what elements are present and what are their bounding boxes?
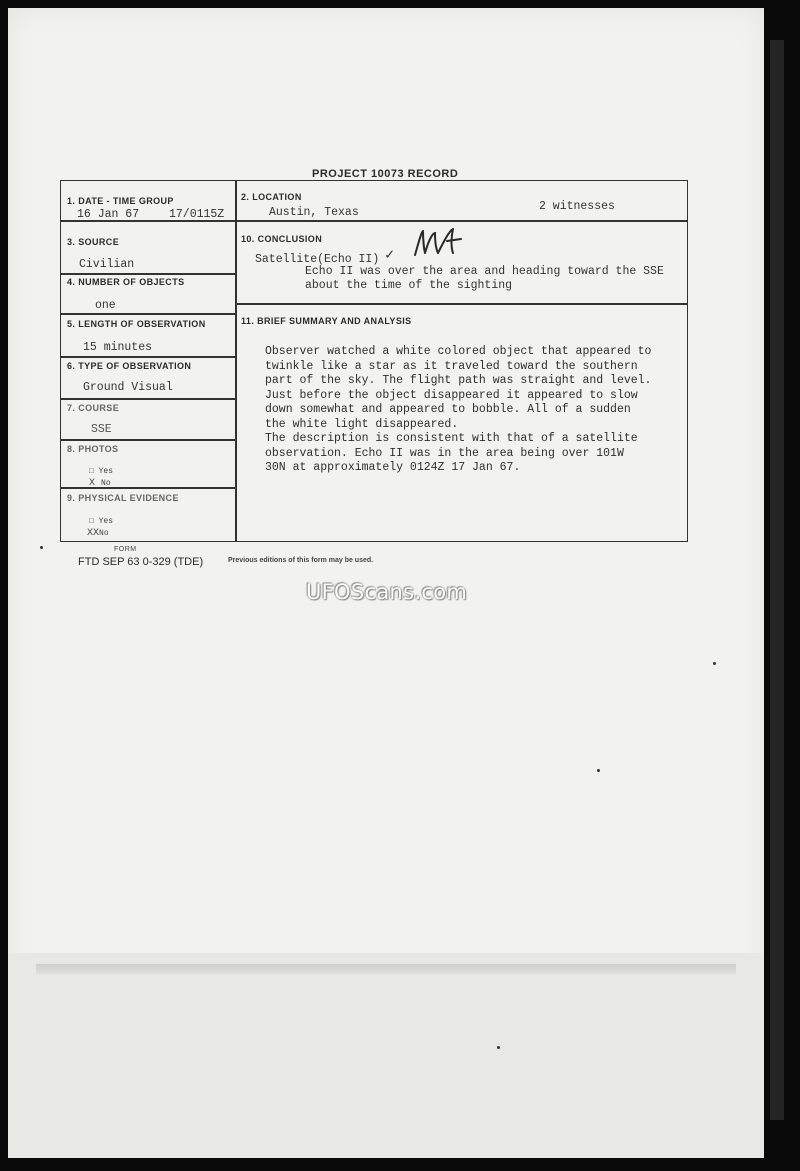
photos-yes-option: □ Yes [89, 467, 114, 476]
date-value: 16 Jan 67 [77, 208, 140, 221]
column-divider [235, 181, 237, 541]
location-value: Austin, Texas [269, 206, 359, 219]
summary-line: Just before the object disappeared it appeared to slow [265, 388, 638, 402]
scan-speck [497, 1046, 500, 1049]
summary-line: The description is consistent with that of a satellite [265, 432, 638, 445]
witnesses-value: 2 witnesses [539, 200, 615, 213]
physical-evidence-yes-option: □ Yes [89, 517, 114, 526]
form-word: FORM [114, 546, 137, 553]
row-divider [61, 356, 235, 358]
type-of-observation-label: 6. TYPE OF OBSERVATION [67, 361, 192, 371]
row-divider [61, 487, 235, 489]
scan-background-band [8, 953, 764, 1158]
form-number: FTD SEP 63 0-329 (TDE) [78, 556, 204, 568]
form-note: Previous editions of this form may be used. [228, 557, 374, 564]
source-value: Civilian [79, 258, 135, 271]
summary-line: twinkle like a star as it traveled toward the southern [265, 359, 638, 373]
time-value: 17/0115Z [169, 208, 225, 221]
form-title: PROJECT 10073 RECORD [312, 168, 459, 180]
date-time-group-label: 1. DATE - TIME GROUP [67, 196, 174, 206]
conclusion-label: 10. CONCLUSION [241, 234, 323, 244]
summary-text [265, 345, 675, 476]
summary-line: down somewhat and appeared to bobble. All of a sudden [265, 403, 631, 416]
scan-speck [713, 662, 716, 665]
conclusion-value: Satellite(Echo II) [255, 253, 380, 266]
summary-line: the white light disappeared. [265, 417, 459, 431]
summary-line: observation. Echo II was in the area being over 101W [265, 446, 624, 460]
photos-no-option: X No [89, 478, 111, 489]
source-label: 3. SOURCE [67, 237, 120, 247]
summary-line: Observer watched a white colored object that appeared to [265, 345, 652, 358]
row-divider [61, 313, 235, 315]
number-of-objects-value: one [95, 299, 116, 312]
conclusion-detail-line-1: Echo II was over the area and heading toward the SSE [305, 265, 664, 278]
summary-line: 30N at approximately 0124Z 17 Jan 67. [265, 461, 521, 474]
length-of-observation-value: 15 minutes [83, 341, 153, 354]
record-form [60, 180, 688, 542]
check-mark: ✓ [385, 247, 395, 264]
row-divider [235, 303, 687, 305]
scan-artifact-line [36, 964, 736, 974]
scan-speck [40, 546, 43, 549]
physical-evidence-label: 9. PHYSICAL EVIDENCE [67, 493, 179, 503]
location-label: 2. LOCATION [241, 192, 302, 202]
handwritten-initials-icon [411, 225, 467, 261]
course-label: 7. COURSE [67, 403, 120, 413]
summary-label: 11. BRIEF SUMMARY AND ANALYSIS [241, 316, 412, 326]
scan-speck [597, 769, 600, 772]
row-divider [61, 273, 235, 275]
type-of-observation-value: Ground Visual [83, 381, 173, 394]
watermark: UFOScans.com [306, 580, 468, 604]
length-of-observation-label: 5. LENGTH OF OBSERVATION [67, 319, 206, 329]
course-value: SSE [91, 423, 112, 436]
row-divider [61, 220, 687, 222]
conclusion-detail-line-2: about the time of the sighting [305, 279, 513, 292]
physical-evidence-no-option: XXNo [87, 528, 109, 539]
row-divider [61, 439, 235, 441]
summary-line: part of the sky. The flight path was straight and level. [265, 374, 652, 387]
number-of-objects-label: 4. NUMBER OF OBJECTS [67, 277, 185, 287]
photos-label: 8. PHOTOS [67, 444, 119, 454]
row-divider [61, 398, 235, 400]
scan-edge-shadow [770, 40, 784, 1120]
